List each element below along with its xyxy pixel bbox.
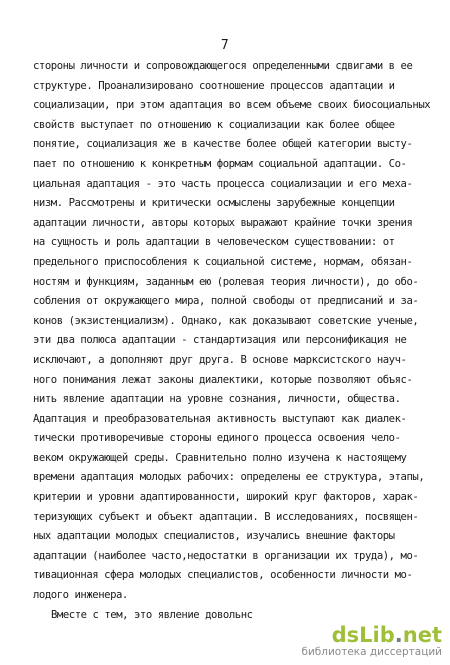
- text-line: социализации, при этом адаптация во всем объеме своих биосоциальных: [33, 99, 431, 112]
- watermark-logo: [301, 624, 442, 646]
- text-line: циальная адаптация - это часть процесса социализации и его меха-: [33, 177, 413, 190]
- text-line: тически противоречивые стороны единого процесса освоения чело-: [33, 432, 401, 445]
- text-line: ных адаптации молодых специалистов, изучались внешние факторы: [33, 530, 395, 543]
- text-line: тивационная сфера молодых специалистов, особенности личности мо-: [33, 569, 413, 582]
- text-line: Адаптация и преобразовательная активность выступают как диалек-: [33, 412, 407, 425]
- text-line: адаптации (наиболее часто,недостатки в организации их труда), мо-: [33, 549, 419, 562]
- text-line: пает по отношению к конкретным формам социальной адаптации. Со-: [33, 157, 407, 170]
- text-line: свойств выступает по отношению к социализации как более общее: [33, 118, 395, 131]
- text-line: лодого инженера.: [33, 589, 128, 602]
- text-line: понятие, социализация же в качестве более общей категории высту-: [33, 138, 413, 151]
- text-line: стороны личности и сопровождающегося определенными сдвигами в ее: [33, 60, 413, 72]
- text-line: нить явление адаптации на уровне сознания, личности, общества.: [33, 393, 401, 406]
- watermark-logo-tld: net: [402, 623, 442, 647]
- watermark: [301, 624, 442, 659]
- text-line: ностям и функциям, заданным ею (ролевая теория личности), до обо-: [33, 275, 419, 288]
- watermark-logo-main: dsLib: [331, 623, 395, 647]
- text-line: адаптации личности, авторы которых выражают крайние точки зрения: [33, 216, 413, 229]
- text-line: Вместе с тем, это явление довольнс: [51, 608, 253, 621]
- watermark-subtitle: библиотека диссертаций: [301, 646, 442, 658]
- text-line: веком окружающей среды. Сравнительно полно изучена к настоящему: [33, 451, 407, 464]
- text-line: эти два полюса адаптации - стандартизация или персонификация не: [33, 334, 407, 347]
- page-number: 7: [220, 38, 230, 53]
- watermark-logo-dot: .: [394, 623, 403, 647]
- body-text: [33, 57, 433, 625]
- text-line: предельного приспособления к социальной системе, нормам, обязан-: [33, 255, 413, 268]
- text-line: времени адаптация молодых рабочих: определены ее структура, этапы,: [33, 471, 425, 484]
- text-line: исключают, а дополняют друг друга. В основе марксистского науч-: [33, 353, 407, 366]
- text-line: критерии и уровни адаптированности, широкий круг факторов, харак-: [33, 491, 419, 504]
- text-line: низм. Рассмотрены и критически осмыслены зарубежные концепции: [33, 197, 395, 210]
- text-line: конов (экзистенциализм). Однако, как доказывают советские ученые,: [33, 314, 419, 327]
- text-line: теризующих субъект и объект адаптации. В исследованиях, посвящен-: [33, 510, 419, 523]
- text-line: ного понимания лежат законы диалектики, которые позволяют объяс-: [33, 373, 413, 386]
- text-line: собления от окружающего мира, полной свободы от предписаний и за-: [33, 295, 419, 308]
- text-line: структуре. Проанализировано соотношение процессов адаптации и: [33, 79, 395, 92]
- text-line: на сущность и роль адаптации в человеческом существовании: от: [33, 236, 395, 249]
